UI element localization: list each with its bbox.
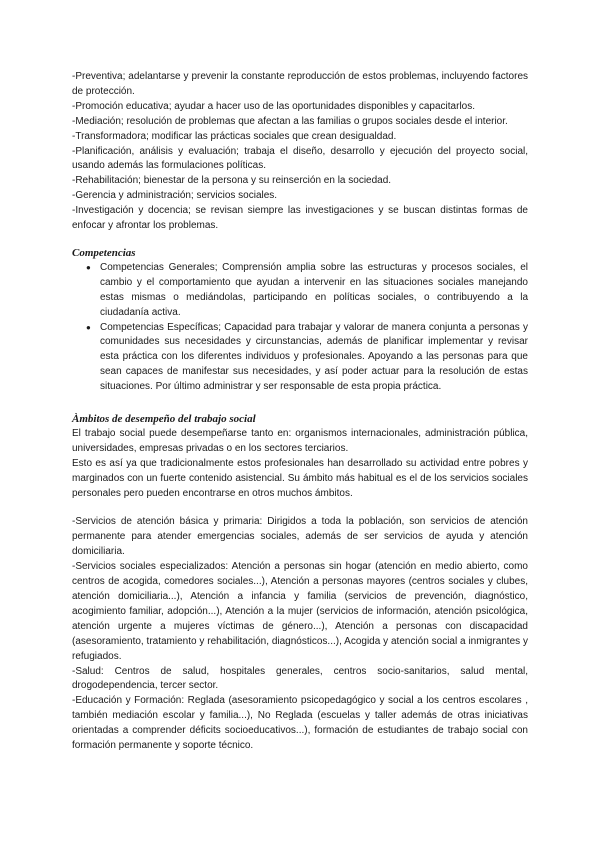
intro-item: -Investigación y docencia; se revisan siempre las investigaciones y se buscan distintas formas de enfocar y afrontar los problemas. [72,205,528,232]
servicios-list [72,515,528,754]
competencias-heading: Competencias [72,246,136,259]
intro-item: -Promoción educativa; ayudar a hacer uso de las oportunidades disponibles y capacitarlos. [72,100,476,112]
bullet-icon: ● [86,322,91,332]
list-item-text: Competencias Generales; Comprensión amplia sobre las estructuras y procesos sociales, el cambio y el comportamiento que ayudan a intervenir en las situaciones sociales manejando estas mismas o mediándolas, participando en políticas sociales, o contribuyendo a la ciudadanía activa. [100,261,528,318]
intro-list [72,70,528,234]
paragraph: Esto es así ya que tradicionalmente estos profesionales han desarrollado su actividad entre pobres y marginados con un fuerte contenido asistencial. Su ámbito más habitual es el de los servicios sociales personales pero pueden encontrarse en otros muchos ámbitos. [72,457,528,499]
servicio-item: -Servicios de atención básica y primaria: Dirigidos a toda la población, son servicios de atención permanente para atender emergencias sociales, además de ser servicios de ayuda y atención domiciliaria. [72,516,528,558]
intro-item: -Planificación, análisis y evaluación; trabaja el diseño, desarrollo y ejecución del proyecto social, usando además las formulaciones políticas. [72,145,528,172]
list-item [72,261,528,321]
servicio-item: -Educación y Formación: Reglada (asesoramiento psicopedagógico y social a los centros escolares , también mediación escolar y familia...), No Reglada (escuelas y taller además de otras iniciativas orientadas a comprender déficits socioeducativos...), formación de estudiantes de trabajo social con formación permanente y soporte técnico. [72,695,528,752]
intro-item: -Transformadora; modificar las prácticas sociales que crean desigualdad. [72,130,397,142]
competencias-list [72,261,528,395]
bullet-icon: ● [86,262,91,272]
ambitos-heading: Àmbitos de desempeño del trabajo social [72,413,256,426]
paragraph: El trabajo social puede desempeñarse tanto en: organismos internacionales, administración pública, universidades, empresas privadas o en los sectores terciarios. [72,427,528,454]
document-page [72,70,528,754]
servicio-item: -Servicios sociales especializados: Atención a personas sin hogar (atención en medio abierto, como centros de acogida, comedores sociales...), Atención a personas mayores (centros sociales y clubes, atención domiciliaria...), Atención a infancia y familia (servicios de prevención, diagnóstico, acogimiento familiar, adopción...), Atención a la mujer (servicios de información, atención psicológica, atención urgente a mujeres víctimas de género...), Atención a personas con discapacidad (asesoramiento, tratamiento y rehabilitación, diagnósticos...), Acogida y atención social a inmigrantes y refugiados. [72,561,528,662]
list-item [72,321,528,396]
intro-item: -Rehabilitación; bienestar de la persona y su reinserción en la sociedad. [72,175,392,187]
intro-item: -Gerencia y administración; servicios sociales. [72,190,278,202]
intro-item: -Preventiva; adelantarse y prevenir la constante reproducción de estos problemas, incluyendo factores de protección. [72,71,528,97]
servicio-item: -Salud: Centros de salud, hospitales generales, centros socio-sanitarios, salud mental, drogodependencia, tercer sector. [72,665,528,692]
intro-item: -Mediación; resolución de problemas que afectan a las familias o grupos sociales desde el interior. [72,115,508,127]
list-item-text: Competencias Específicas; Capacidad para trabajar y valorar de manera conjunta a personas y comunidades sus necesidades y circunstancias, además de planificar implementar y revisar esta práctica con los diferentes individuos y profesionales. Apoyando a las personas para que sean capaces de manifestar sus necesidades, y así poder actuar para la resolución de estas situaciones. Por último administrar y ser responsable de esta propia práctica. [100,321,528,393]
